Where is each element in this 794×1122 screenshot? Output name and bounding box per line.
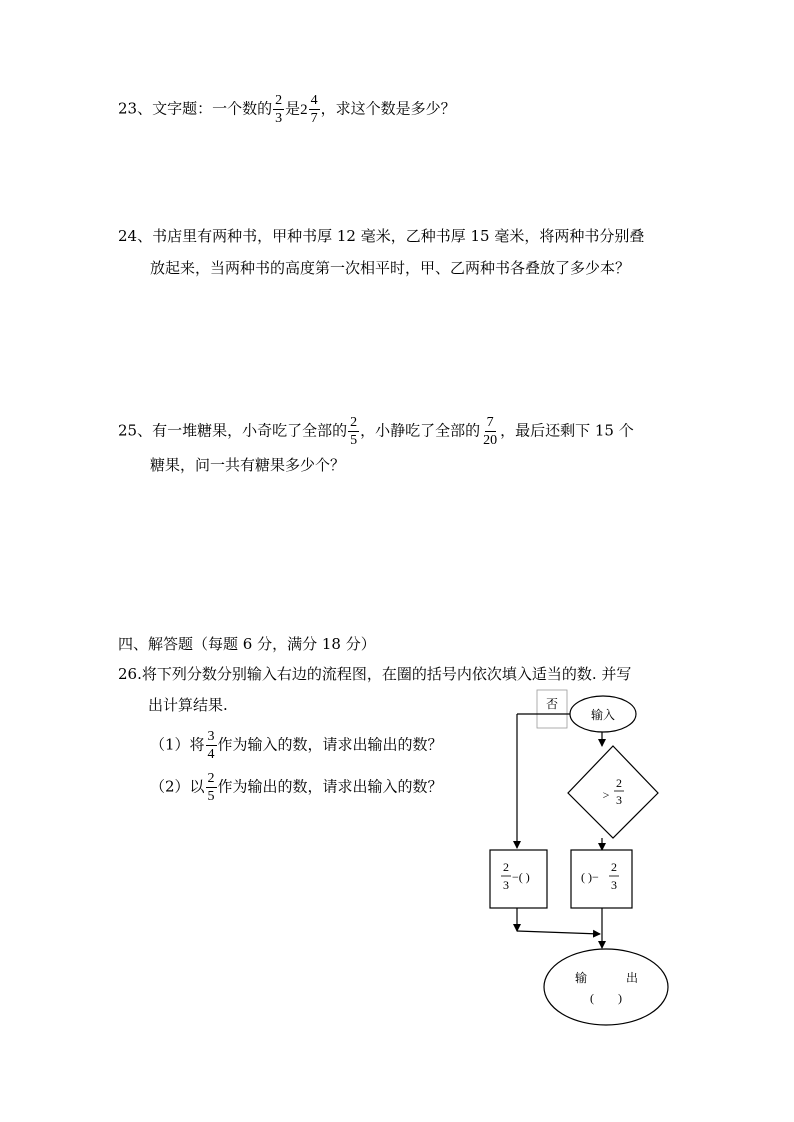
q23-fraction: $\frac{2}{3}$ [275,93,283,126]
output-char-2: 出 [625,971,639,985]
output-char-1: 输 [574,971,588,985]
right-box-operation: ( )− [581,870,599,884]
section-4-heading: 四、解答题（每题 6 分，满分 18 分） [118,635,376,653]
decision-node [568,746,658,838]
question-26-line1: 26.将下列分数分别输入右边的流程图，在圈的括号内依次填入适当的数. 并写 [118,665,632,683]
output-blank: ( ) [590,991,622,1005]
no-label: 否 [545,697,559,711]
decision-frac-num: 2 [616,776,622,790]
q25-fraction-1: $\frac{2}{5}$ [350,415,358,448]
output-node [544,949,668,1025]
question-24-line1: 24、书店里有两种书，甲种书厚 12 毫米，乙种书厚 15 毫米，将两种书分别叠 [118,227,645,245]
question-24-line2: 放起来，当两种书的高度第一次相平时，甲、乙两种书各叠放了多少本？ [150,259,631,277]
q23-mid: 是 [285,99,301,118]
q23-prefix: 23、文字题：一个数的 [118,99,273,118]
question-25-line2: 糖果，问一共有糖果多少个？ [150,456,346,474]
q23-suffix: ，求这个数是多少？ [320,99,456,118]
left-box-frac-num: 2 [503,860,509,874]
question-25-line1: 25、有一堆糖果，小奇吃了全部的 $\frac{2}{5}$ ，小静吃了全部的 $\frac{7}{20}$ ，最后还剩下 15 个 [118,415,634,448]
input-label: 输入 [590,708,616,722]
left-box-operation: −( ) [512,870,530,884]
join-horizontal-arrow [517,931,600,934]
q23-mixed-number: 2 $\frac{4}{7}$ [300,93,318,126]
question-26-sub2: （2）以 $\frac{2}{5}$ 作为输出的数，请求出输入的数？ [150,771,443,804]
question-26-line2: 出计算结果. [148,696,228,714]
right-box-frac-den: 3 [611,878,617,892]
question-26-sub1: （1）将 $\frac{3}{4}$ 作为输入的数，请求出输出的数？ [150,729,443,762]
q26-sub2-fraction: $\frac{2}{5}$ [207,771,215,804]
left-box-frac-den: 3 [503,878,509,892]
right-box-frac-num: 2 [611,860,617,874]
decision-operator: > [602,788,610,802]
decision-frac-den: 3 [616,793,622,807]
q26-sub1-fraction: $\frac{3}{4}$ [207,729,215,762]
q25-fraction-2: $\frac{7}{20}$ [483,415,498,448]
